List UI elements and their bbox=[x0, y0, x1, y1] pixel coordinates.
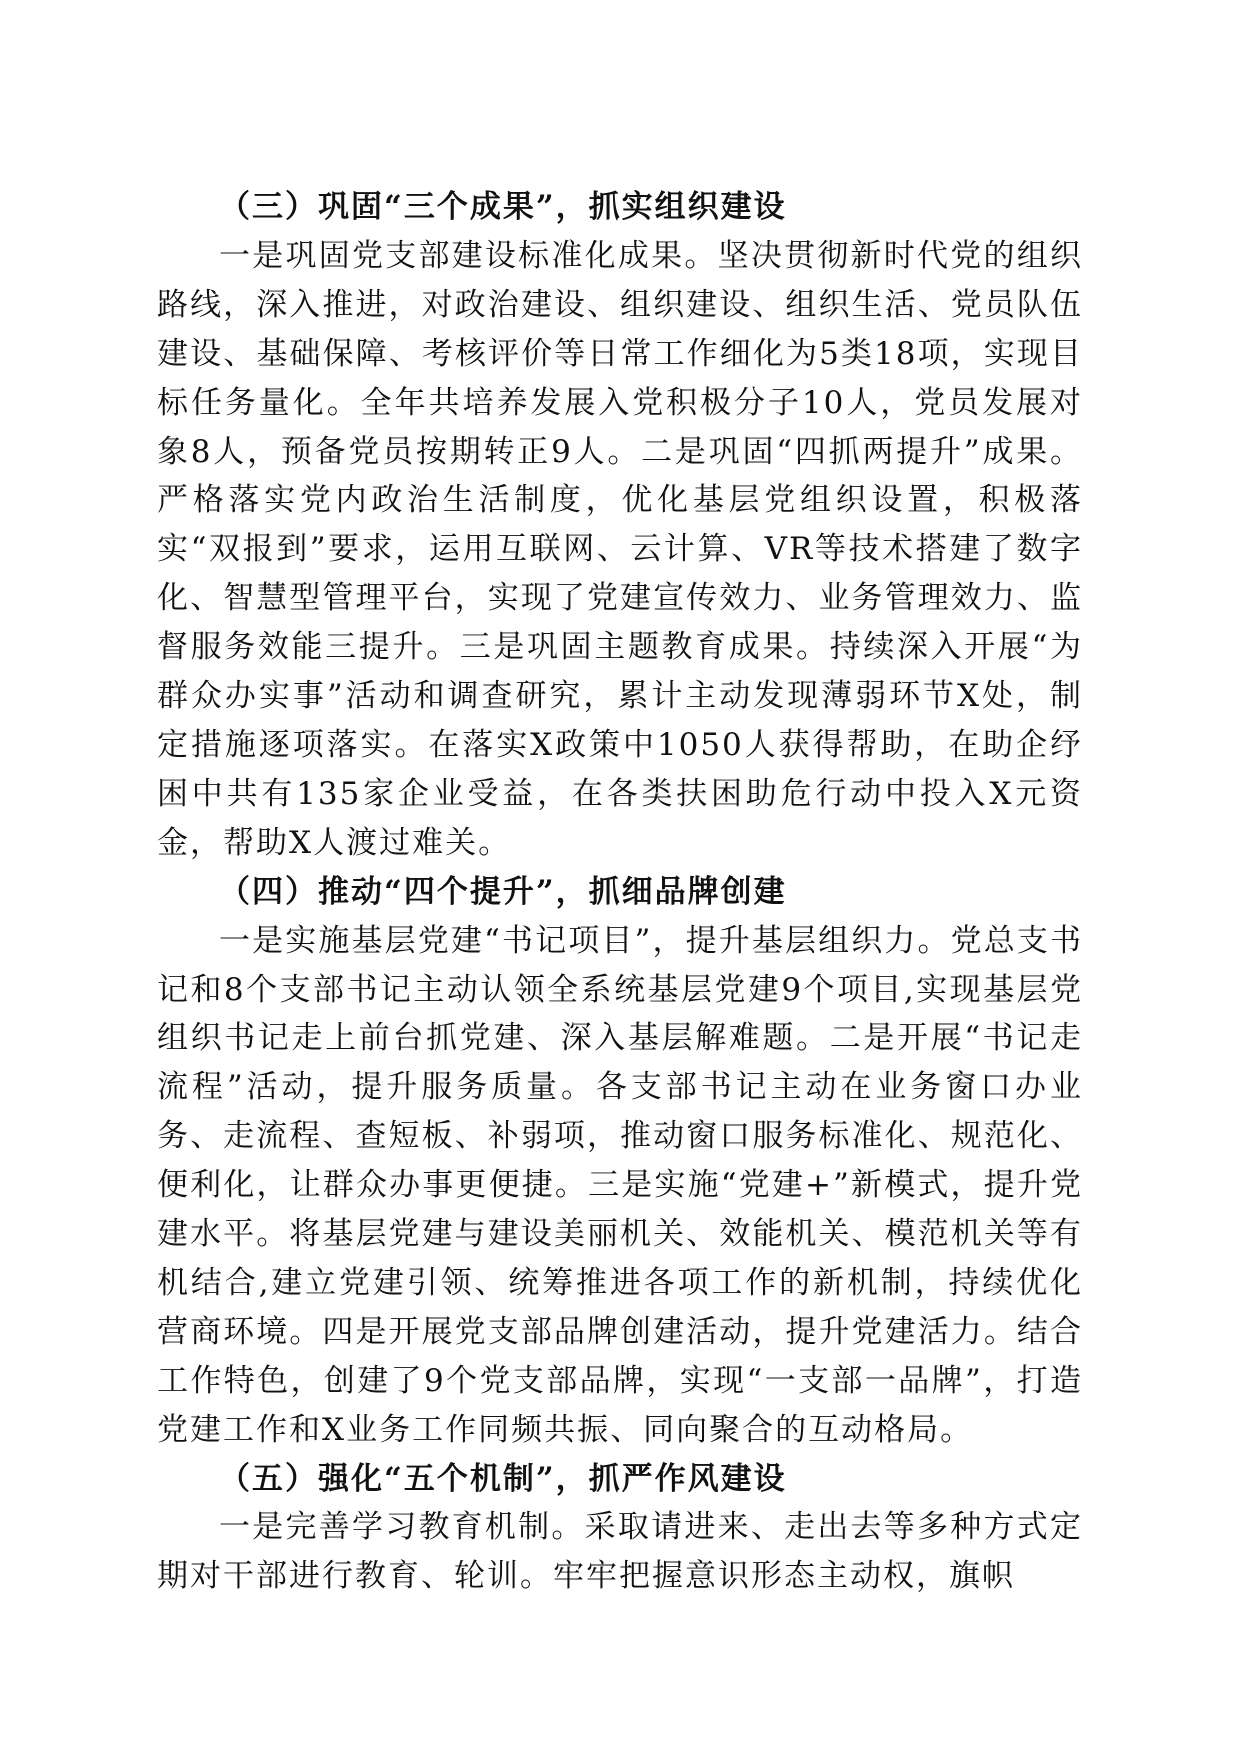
document-body bbox=[157, 183, 1083, 1601]
section-paragraph-3: 一是巩固党支部建设标准化成果。坚决贯彻新时代党的组织路线，深入推进，对政治建设、组织建设、组织生活、党员队伍建设、基础保障、考核评价等日常工作细化为5类18项，实现目标任务量化。全年共培养发展入党积极分子10人，党员发展对象8人，预备党员按期转正9人。二是巩固“四抓两提升”成果。严格落实党内政治生活制度，优化基层党组织设置，积极落实“双报到”要求，运用互联网、云计算、VR等技术搭建了数字化、智慧型管理平台，实现了党建宣传效力、业务管理效力、监督服务效能三提升。三是巩固主题教育成果。持续深入开展“为群众办实事”活动和调查研究，累计主动发现薄弱环节X处，制定措施逐项落实。在落实X政策中1050人获得帮助，在助企纾困中共有135家企业受益，在各类扶困助危行动中投入X元资金，帮助X人渡过难关。 bbox=[157, 237, 1083, 861]
section-heading-3: （三）巩固“三个成果”，抓实组织建设 bbox=[219, 189, 787, 225]
section-paragraph-5: 一是完善学习教育机制。采取请进来、走出去等多种方式定期对干部进行教育、轮训。牢牢把握意识形态主动权，旗帜 bbox=[157, 1509, 1083, 1595]
section-heading-5: （五）强化“五个机制”，抓严作风建设 bbox=[219, 1460, 787, 1497]
section-heading-4: （四）推动“四个提升”，抓细品牌创建 bbox=[219, 873, 787, 910]
section-paragraph-4: 一是实施基层党建“书记项目”，提升基层组织力。党总支书记和8个支部书记主动认领全系统基层党建9个项目,实现基层党组织书记走上前台抓党建、深入基层解难题。二是开展“书记走流程”活动，提升服务质量。各支部书记主动在业务窗口办业务、走流程、查短板、补弱项，推动窗口服务标准化、规范化、便利化，让群众办事更便捷。三是实施“党建+”新模式，提升党建水平。将基层党建与建设美丽机关、效能机关、模范机关等有机结合,建立党建引领、统筹推进各项工作的新机制，持续优化营商环境。四是开展党支部品牌创建活动，提升党建活力。结合工作特色，创建了9个党支部品牌，实现“一支部一品牌”，打造党建工作和X业务工作同频共振、同向聚合的互动格局。 bbox=[157, 922, 1083, 1448]
